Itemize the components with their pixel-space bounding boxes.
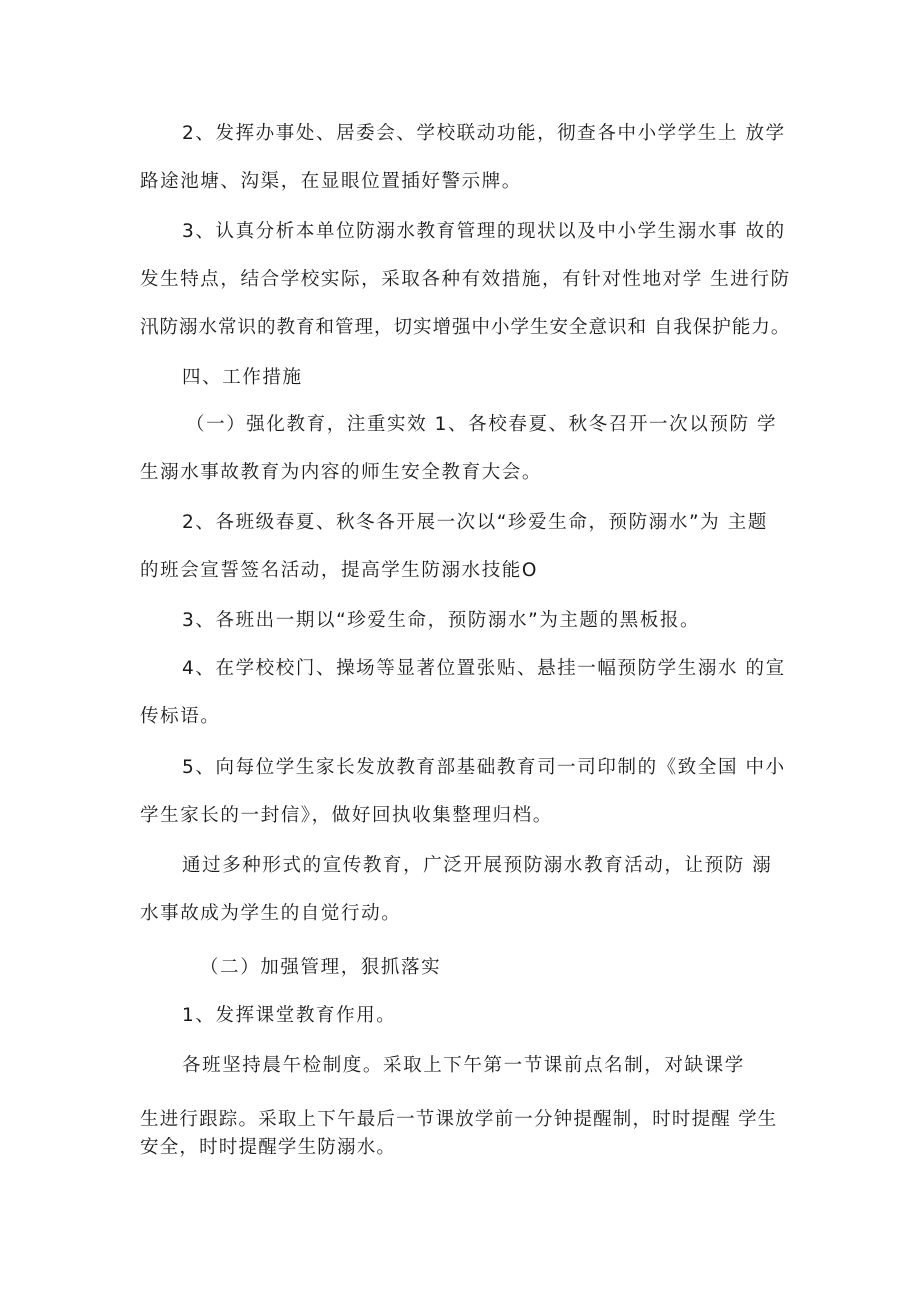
- paragraph-line: 水事故成为学生的自觉行动。: [140, 903, 402, 924]
- section-heading: （二）加强管理，狠抓落实: [200, 957, 442, 978]
- paragraph-line: 生进行跟踪。采取上下午最后一节课放学前一分钟提醒制，时时提醒 学生: [140, 1109, 778, 1130]
- section-heading: 四、工作措施: [182, 367, 303, 388]
- paragraph-line: 3、认真分析本单位防溺水教育管理的现状以及中小学生溺水事 故的: [182, 221, 786, 242]
- paragraph-line: 发生特点，结合学校实际，采取各种有效措施，有针对性地对学 生进行防: [140, 269, 791, 290]
- paragraph-line: 安全，时时提醒学生防溺水。: [140, 1137, 397, 1158]
- paragraph-line: 各班坚持晨午检制度。采取上下午第一节课前点名制，对缺课学: [182, 1055, 745, 1076]
- paragraph-line: 的班会宣誓签名活动，提高学生防溺水技能O: [140, 560, 539, 581]
- paragraph-line: 1、发挥课堂教育作用。: [182, 1005, 397, 1026]
- paragraph-line: 5、向每位学生家长发放教育部基础教育司一司印制的《致全国 中小: [182, 757, 786, 778]
- paragraph-line: 2、各班级春夏、秋冬各开展一次以“珍爱生命，预防溺水”为 主题: [182, 512, 768, 533]
- paragraph-line: 3、各班出一期以“珍爱生命，预防溺水”为主题的黑板报。: [182, 610, 701, 631]
- paragraph-line: 学生家长的一封信》，做好回执收集整理归档。: [140, 805, 553, 826]
- paragraph-line: 传标语。: [140, 706, 221, 727]
- paragraph-line: （一）强化教育，注重实效 1、各校春夏、秋冬召开一次以预防 学: [186, 414, 778, 435]
- paragraph-line: 通过多种形式的宣传教育，广泛开展预防溺水教育活动，让预防 溺: [182, 855, 773, 876]
- paragraph-line: 生溺水事故教育为内容的师生安全教育大会。: [140, 462, 543, 483]
- paragraph-line: 4、在学校校门、操场等显著位置张贴、悬挂一幅预防学生溺水 的宣: [182, 658, 786, 679]
- paragraph-line: 2、发挥办事处、居委会、学校联动功能，彻查各中小学学生上 放学: [182, 123, 786, 144]
- paragraph-line: 路途池塘、沟渠，在显眼位置插好警示牌。: [140, 171, 522, 192]
- paragraph-line: 汛防溺水常识的教育和管理，切实增强中小学生安全意识和 自我保护能力。: [140, 317, 791, 338]
